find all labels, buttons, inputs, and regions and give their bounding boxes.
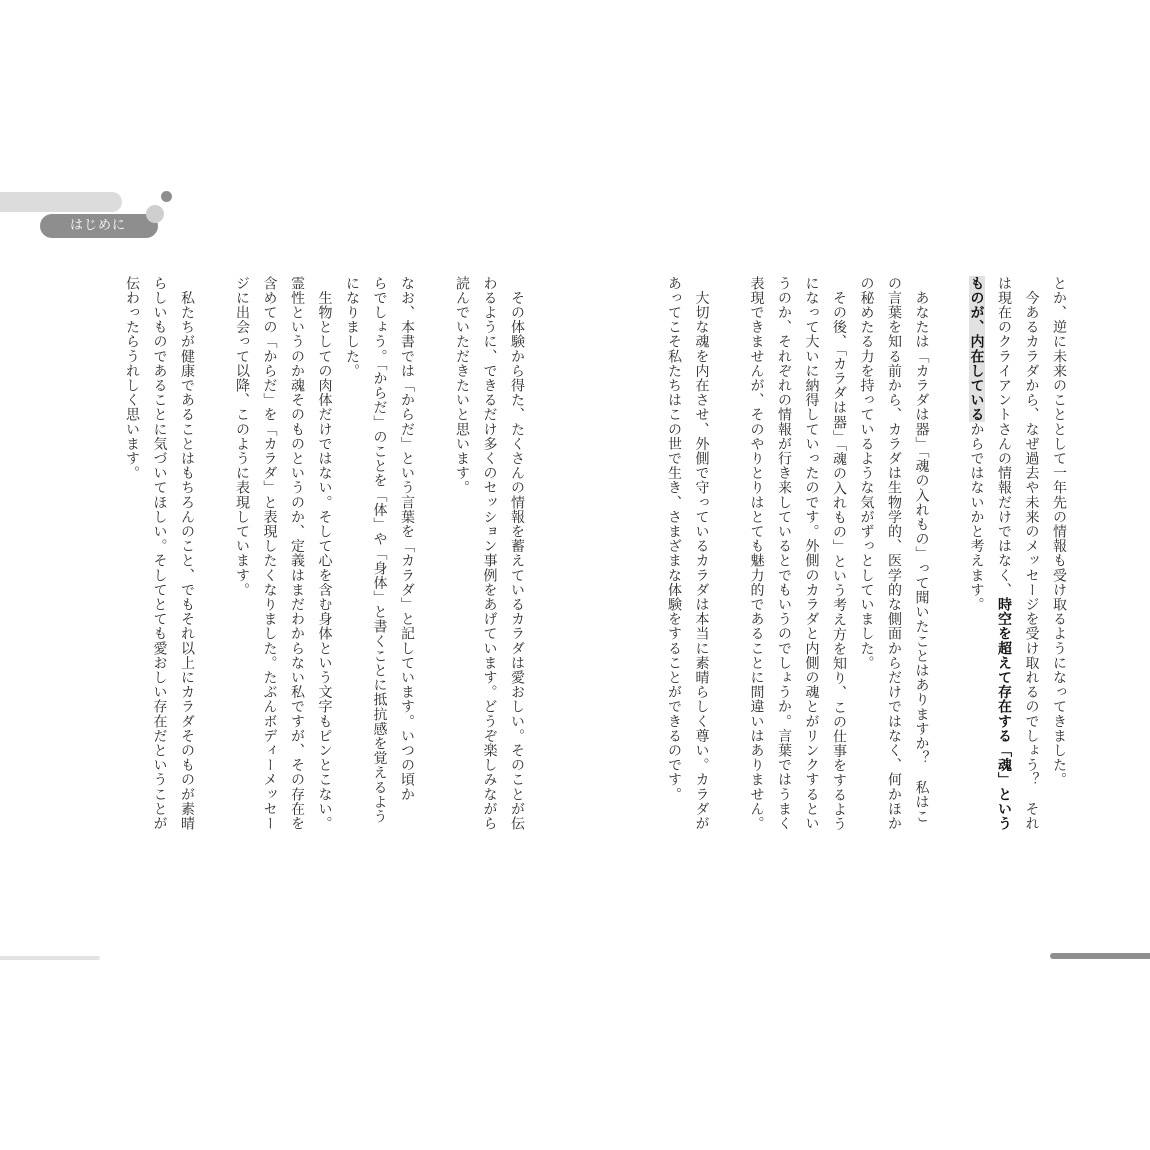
header-bar-decoration	[0, 192, 122, 212]
paragraph: とか、逆に未来のこととして一年先の情報も受け取るようになってきました。	[1051, 276, 1067, 787]
paragraph: その後、「カラダは器」「魂の入れもの」という考え方を知り、この仕事をするよう になって大いに納得していったのです。外側のカラダと内側の魂とがリンクするとい うのか、それぞれの情報が行き来しているとでもいうのでしょうか。言葉ではうまく 表現できませんが、そのやりとりはとても魅力的であることに間違いはありません。	[748, 276, 847, 832]
left-page-text	[60, 276, 530, 916]
paragraph: 生物としての肉体だけではない。そして心を含む身体という文字もピンとこない。 霊性というのか魂そのものというのか、定義はまだわからない私ですが、その存在を 含めての「からだ」を「カラダ」と表現したくなりました。たぶんボディーメッセー ジに出会って以降、このように表現しています。	[234, 276, 333, 831]
header-dot-decoration	[161, 191, 172, 202]
paragraph: 今あるカラダから、なぜ過去や未来のメッセージを受け取れるのでしょう？ それ は現在のクライアントさんの情報だけではなく、	[996, 276, 1040, 831]
paragraph: 大切な魂を内在させ、外側で守っているカラダは本当に素晴らしく尊い。カラダが あってこそ私たちはこの世で生き、さまざまな体験をすることができるのです。	[666, 276, 710, 831]
paragraph: なお、本書では「からだ」という言葉を「カラダ」と記しています。いつの頃か らでしょう。「からだ」のことを「体」や「身体」と書くことに抵抗感を覚えるよう になりました。	[344, 276, 415, 824]
highlighted-phrase: ものが、内在している	[968, 276, 985, 422]
bold-phrase: 時空を超えて存在する「魂」という	[996, 597, 1012, 831]
header-dot-decoration	[146, 205, 164, 223]
footer-rule-left	[0, 956, 100, 960]
footer-rule-right	[1050, 953, 1150, 959]
section-label: はじめに	[40, 214, 158, 238]
paragraph: 私たちが健康であることはもちろんのこと、でもそれ以上にカラダそのものが素晴 らしいものであることに気づいてほしい。そしてとても愛おしい存在だということが 伝わったらうれしく思います。	[124, 276, 195, 831]
paragraph: からではないかと考えます。	[968, 422, 985, 612]
paragraph: あなたは「カラダは器」「魂の入れもの」って聞いたことはありますか？ 私はこ の言葉を知る前から、カラダは生物学的、医学的な側面からだけではなく、何かほか の秘めたる力を持っているような気がずっとしていました。	[858, 276, 930, 831]
right-page-text	[612, 276, 1072, 916]
paragraph: その体験から得た、たくさんの情報を蓄えているカラダは愛おしい。そのことが伝 わるように、できるだけ多くのセッション事例をあげています。どうぞ楽しみながら 読んでいただきたいと思います。	[454, 276, 525, 831]
